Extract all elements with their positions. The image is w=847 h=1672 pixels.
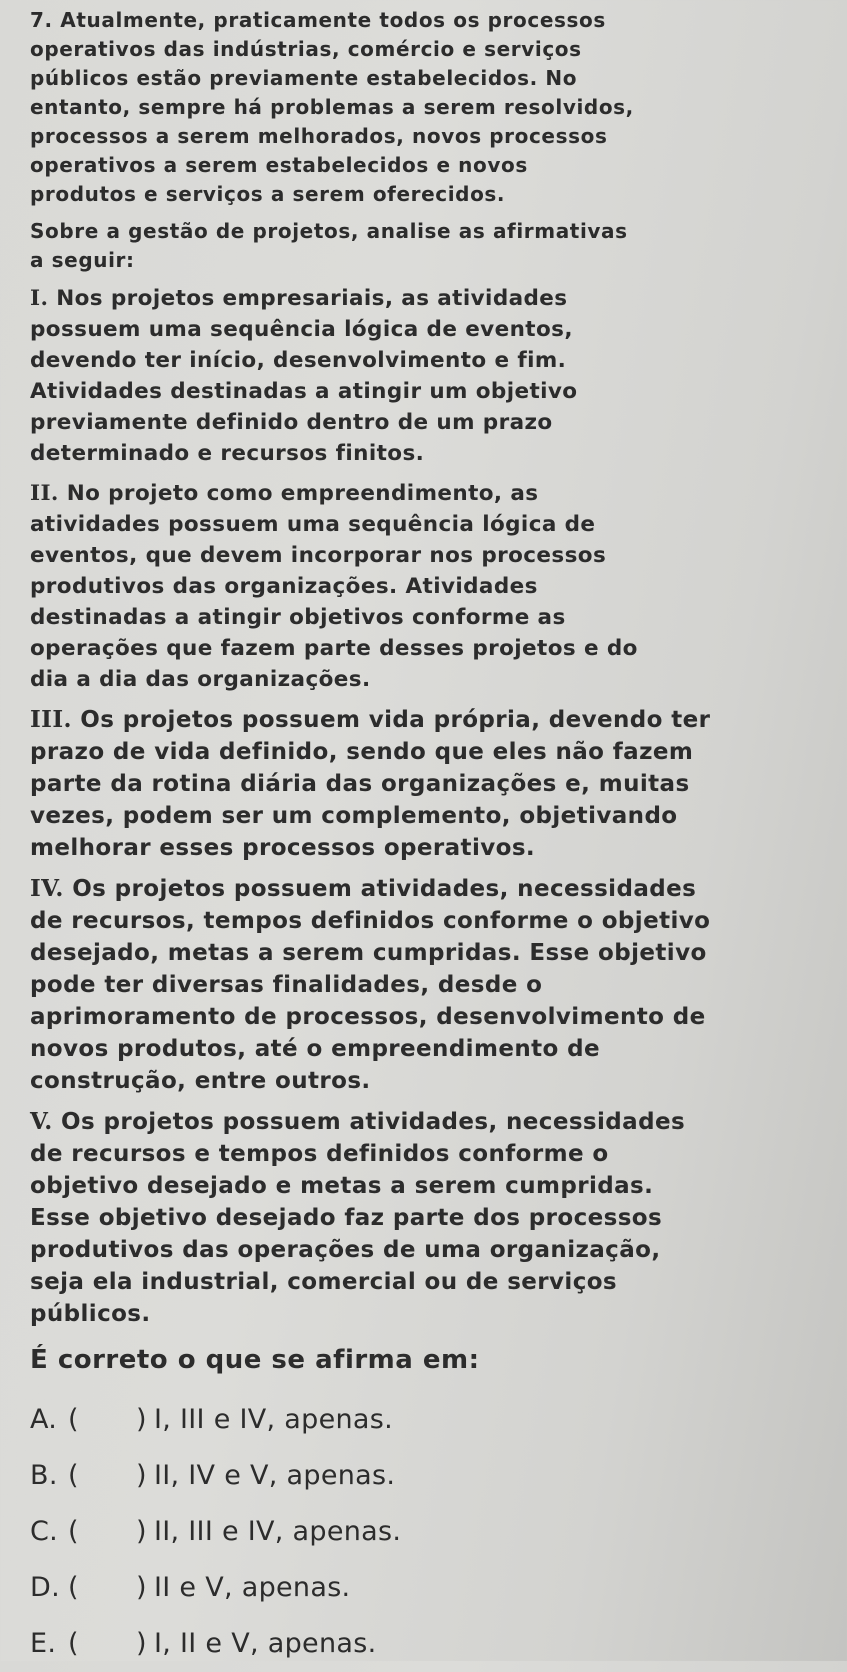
answer-options bbox=[30, 1392, 820, 1672]
statement-text: Os projetos possuem atividades, necessidades de recursos e tempos definidos conforme o objetivo desejado e metas a serem cumpridas. Esse objetivo desejado faz parte dos processos produtivos das operações de uma organização, seja ela industrial, comercial ou de serviços públicos. bbox=[30, 1109, 686, 1327]
statement-text: Os projetos possuem vida própria, devendo ter prazo de vida definido, sendo que eles não fazem parte da rotina diária das organizações e, muitas vezes, podem ser um complemento, objetivando melhorar esses processos operativos. bbox=[30, 707, 711, 861]
statement-text: Os projetos possuem atividades, necessidades de recursos, tempos definidos conforme o objetivo desejado, metas a serem cumpridas. Esse objetivo pode ter diversas finalidades, desde o aprimoramento de processos, desenvolvimento de novos produtos, até o empreendimento de construção, entre outros. bbox=[30, 876, 711, 1094]
option-checkbox-open[interactable]: ( bbox=[68, 1628, 79, 1659]
statement-i bbox=[30, 283, 820, 469]
option-checkbox-open[interactable]: ( bbox=[68, 1460, 79, 1491]
option-checkbox-close: ) bbox=[136, 1460, 147, 1491]
option-checkbox-close: ) bbox=[136, 1516, 147, 1547]
statement-iv bbox=[30, 873, 820, 1097]
question-sheet bbox=[30, 6, 820, 1672]
option-a[interactable] bbox=[30, 1392, 820, 1448]
option-letter: B. bbox=[30, 1460, 58, 1491]
option-letter: E. bbox=[30, 1628, 57, 1659]
option-checkbox-close: ) bbox=[136, 1404, 147, 1435]
question-intro: 7. Atualmente, praticamente todos os processos operativos das indústrias, comércio e serviços públicos estão previamente estabelecidos. No entanto, sempre há problemas a serem resolvidos, processos a serem melhorados, novos processos operativos a serem estabelecidos e novos produtos e serviços a serem oferecidos. bbox=[30, 8, 634, 206]
statement-numeral: II. bbox=[30, 481, 59, 506]
option-text: I, II e V, apenas. bbox=[154, 1628, 377, 1659]
statement-ii bbox=[30, 478, 820, 695]
statement-v bbox=[30, 1106, 820, 1330]
option-text: II, III e IV, apenas. bbox=[154, 1516, 402, 1547]
statement-text: No projeto como empreendimento, as atividades possuem uma sequência lógica de eventos, que devem incorporar nos processos produtivos das organizações. Atividades destinadas a atingir objetivos conforme as operações que fazem parte desses projetos e do dia a dia das organizações. bbox=[30, 481, 638, 692]
statements-list bbox=[30, 283, 820, 1330]
option-checkbox-close: ) bbox=[136, 1628, 147, 1659]
statement-numeral: IV. bbox=[30, 875, 64, 902]
option-letter: C. bbox=[30, 1516, 59, 1547]
option-c[interactable] bbox=[30, 1504, 820, 1560]
option-checkbox-open[interactable]: ( bbox=[68, 1572, 79, 1603]
option-b[interactable] bbox=[30, 1448, 820, 1504]
option-letter: A. bbox=[30, 1404, 58, 1435]
statement-numeral: V. bbox=[30, 1108, 53, 1135]
option-d[interactable] bbox=[30, 1560, 820, 1616]
statement-numeral: I. bbox=[30, 286, 49, 311]
option-letter: D. bbox=[30, 1572, 60, 1603]
option-e[interactable] bbox=[30, 1616, 820, 1672]
option-checkbox-open[interactable]: ( bbox=[68, 1404, 79, 1435]
option-checkbox-open[interactable]: ( bbox=[68, 1516, 79, 1547]
question-prompt: É correto o que se afirma em: bbox=[30, 1345, 480, 1375]
option-checkbox-close: ) bbox=[136, 1572, 147, 1603]
option-text: I, III e IV, apenas. bbox=[154, 1404, 393, 1435]
statement-iii bbox=[30, 704, 820, 864]
option-text: II e V, apenas. bbox=[154, 1572, 351, 1603]
statement-numeral: III. bbox=[30, 706, 72, 733]
question-instruction: Sobre a gestão de projetos, analise as afirmativas a seguir: bbox=[30, 219, 628, 272]
statement-text: Nos projetos empresariais, as atividades possuem uma sequência lógica de eventos, devendo ter início, desenvolvimento e fim. Atividades destinadas a atingir um objetivo previamente definido dentro de um prazo determinado e recursos finitos. bbox=[30, 286, 578, 466]
option-text: II, IV e V, apenas. bbox=[154, 1460, 396, 1491]
